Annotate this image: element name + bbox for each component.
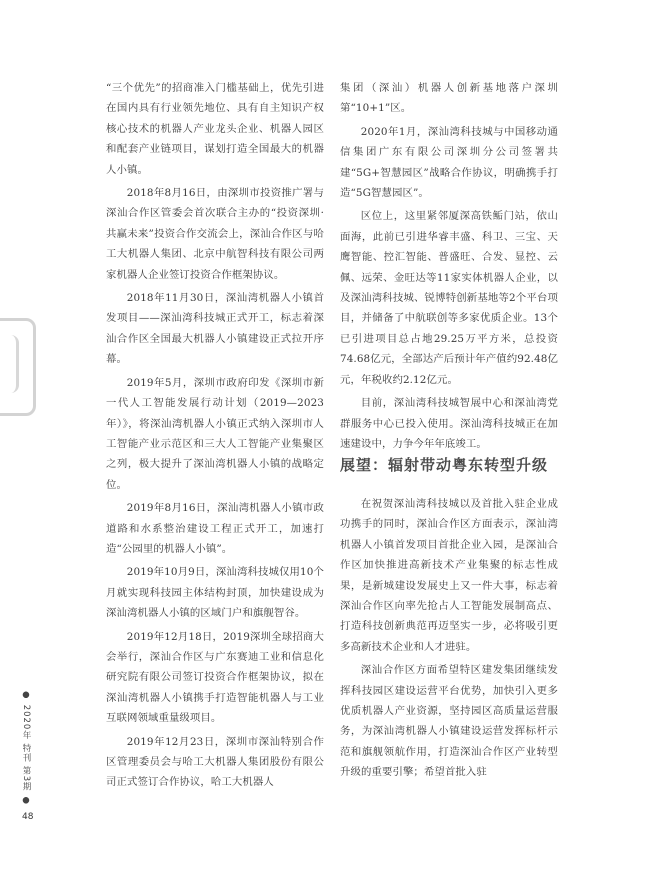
paragraph: 在祝贺深汕湾科技城以及首批入驻企业成功携手的同时，深汕合作区方面表示，深汕湾机器人小镇首发项目首批企业入园，是深汕合作区加快推进高新技术产业集聚的标志性成果，是新城建设发展史上又一件大事，标志着深汕合作区向率先抢占人工智能发展制高点、打造科技创新典范再迈坚实一步，必将吸引更多高新技术企业和人才进驻。 [340,498,558,653]
right-column-top [340,78,558,457]
paragraph: “三个优先”的招商准入门槛基础上，优先引进在国内具有行业领先地位、具有自主知识产权核心技术的机器人产业龙头企业、机器人园区和配套产业链项目，谋划打造全国最大的机器人小镇。 [106,82,324,176]
paragraph: 2018年11月30日，深汕湾机器人小镇首发项目——深汕湾科技城正式开工，标志着深汕合作区全国最大机器人小镇建设正式拉开序幕。 [106,292,324,366]
paragraph: 目前，深汕湾科技城智展中心和深汕湾党群服务中心已投入使用。深汕湾科技城正在加速建设中，力争今年年底竣工。 [340,397,558,450]
issue-label: ● 2020年 特刊 第3期 ● [21,690,31,807]
seal-watermark [0,318,36,416]
section-heading: 展望：辐射带动粤东转型升级 [340,456,549,474]
paragraph: 深汕合作区方面希望特区建发集团继续发挥科技园区建设运营平台优势，加快引入更多优质机器人产业资源，坚持园区高质量运营服务，为深汕湾机器人小镇建设运营发挥标杆示范和旗舰领航作用，打造深汕合作区产业转型升级的重要引擎；希望首批入驻 [340,664,558,779]
paragraph: 2019年10月9日，深汕湾科技城仅用10个月就实现科技园主体结构封顶，加快建设成为深汕湾机器人小镇的区域门户和旗舰智谷。 [106,566,324,620]
paragraph: 区位上，这里紧邻厦深高铁鲘门站，依山面海，此前已引进华睿丰盛、科卫、三宝、天鹰智能、控汇智能、普盛旺、合发、显控、云佩、远荣、金旺达等11家实体机器人企业，以及深汕湾科技城、锐博特创新基地等2个平台项目，并储备了中航联创等多家优质企业。13个已引进项目总占地29.25万平方米，总投资74.68亿元，全部达产后预计年产值约92.48亿元，年税收约2.12亿元。 [340,210,558,386]
left-column [106,78,324,796]
paragraph: 2020年1月，深汕湾科技城与中国移动通信集团广东有限公司深圳分公司签署共建“5G+智慧园区”战略合作协议，明确携手打造“5G智慧园区”。 [340,125,558,200]
paragraph: 集团（深汕）机器人创新基地落户深圳第“10+1”区。 [340,82,558,115]
page-number: 48 [22,812,34,822]
paragraph: 2018年8月16日，由深圳市投资推广署与深汕合作区管委会首次联合主办的“投资深圳·共赢未来”投资合作交流会上，深汕合作区与哈工大机器人集团、北京中航智科技有限公司两家机器人企业签订投资合作框架协议。 [106,187,324,281]
paragraph: 2019年5月，深圳市政府印发《深圳市新一代人工智能发展行动计划（2019—2023年）》，将深汕湾机器人小镇正式纳入深圳市人工智能产业示范区和三大人工智能产业集聚区之列，极大提升了深汕湾机器人小镇的战略定位。 [106,376,324,491]
paragraph: 2019年8月16日，深汕湾机器人小镇市政道路和水系整治建设工程正式开工，加速打造“公园里的机器人小镇”。 [106,502,324,555]
paragraph: 2019年12月18日，2019深圳全球招商大会举行，深汕合作区与广东赛迪工业和信息化研究院有限公司签订投资合作框架协议，拟在深汕湾机器人小镇携手打造智能机器人与工业互联网领域重量级项目。 [106,630,324,725]
paragraph: 2019年12月23日，深圳市深汕特别合作区管理委员会与哈工大机器人集团股份有限公司正式签订合作协议，哈工大机器人 [106,735,324,789]
right-column-bottom [340,494,558,786]
